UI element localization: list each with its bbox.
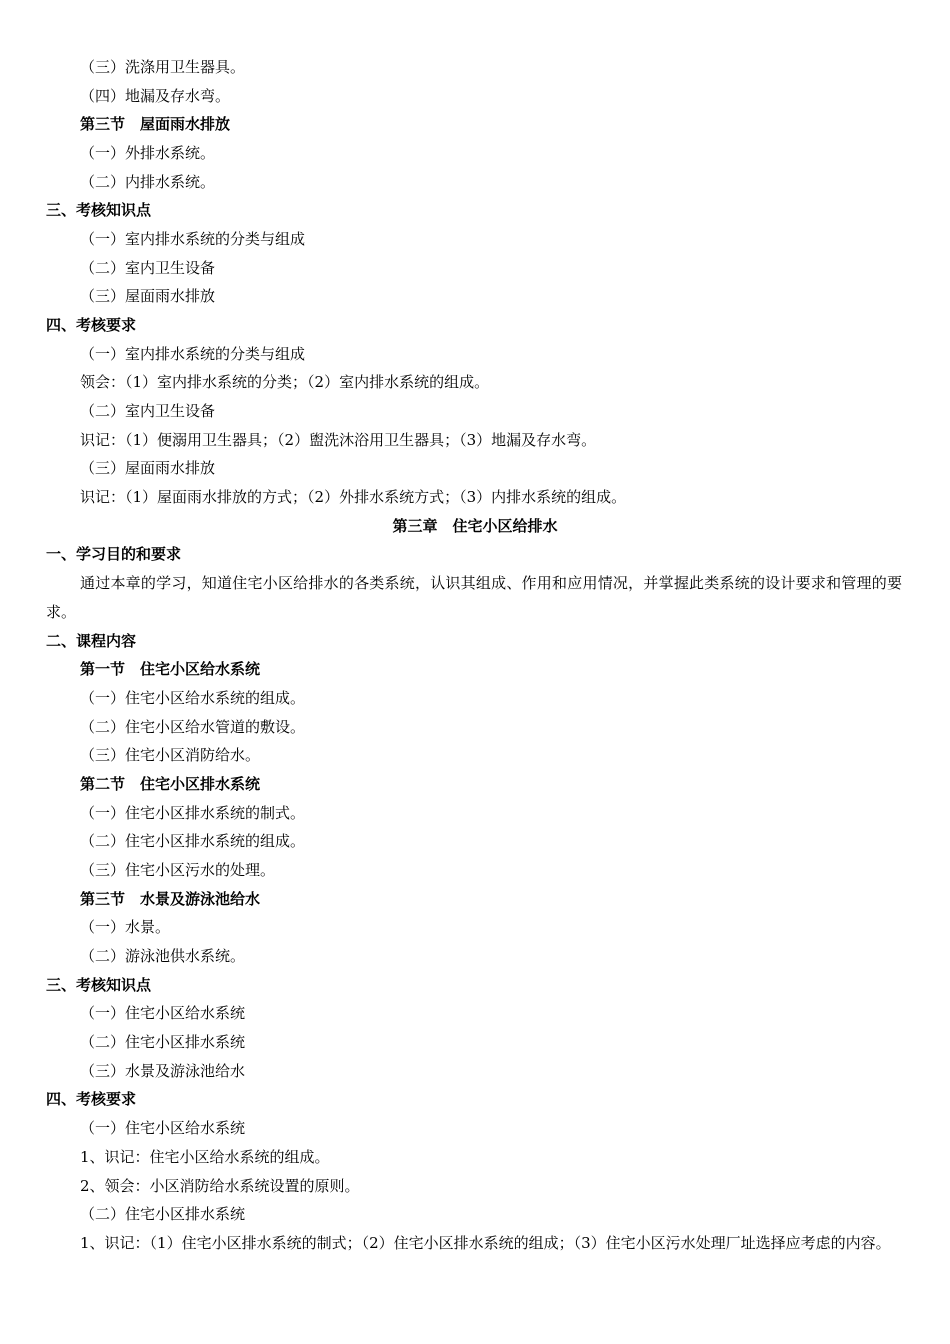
requirement-line: 1、识记：住宅小区给水系统的组成。 bbox=[80, 1148, 330, 1166]
item-line: （二）内排水系统。 bbox=[80, 173, 216, 191]
item-line: （二）室内卫生设备 bbox=[80, 402, 216, 420]
part-heading: 二、课程内容 bbox=[46, 632, 137, 650]
item-line: （二）住宅小区给水管道的敷设。 bbox=[80, 718, 306, 736]
item-line: （二）住宅小区排水系统 bbox=[80, 1205, 246, 1223]
item-line: （三）水景及游泳池给水 bbox=[80, 1062, 246, 1080]
requirement-line: 领会：（1）室内排水系统的分类；（2）室内排水系统的组成。 bbox=[80, 373, 490, 391]
item-line: （一）住宅小区给水系统 bbox=[80, 1119, 246, 1137]
part-heading: 四、考核要求 bbox=[46, 1090, 137, 1108]
item-line: （二）住宅小区排水系统的组成。 bbox=[80, 832, 306, 850]
item-line: （四）地漏及存水弯。 bbox=[80, 87, 231, 105]
part-heading: 一、学习目的和要求 bbox=[46, 545, 182, 563]
item-line: （一）住宅小区排水系统的制式。 bbox=[80, 804, 306, 822]
requirement-line: 2、领会：小区消防给水系统设置的原则。 bbox=[80, 1177, 360, 1195]
item-line: （三）住宅小区消防给水。 bbox=[80, 746, 261, 764]
chapter-title: 第三章 住宅小区给排水 bbox=[392, 517, 558, 535]
paragraph: 1、识记：（1）住宅小区排水系统的制式；（2）住宅小区排水系统的组成；（3）住宅小区污水处理厂址选择应考虑的内容。 bbox=[80, 1234, 891, 1252]
item-line: （一）室内排水系统的分类与组成 bbox=[80, 230, 306, 248]
item-line: （二）游泳池供水系统。 bbox=[80, 947, 246, 965]
part-heading: 三、考核知识点 bbox=[46, 201, 152, 219]
section-heading: 第二节 住宅小区排水系统 bbox=[80, 775, 261, 793]
part-heading: 三、考核知识点 bbox=[46, 976, 152, 994]
section-heading: 第三节 屋面雨水排放 bbox=[80, 115, 231, 133]
item-line: （三）洗涤用卫生器具。 bbox=[80, 58, 246, 76]
item-line: （三）住宅小区污水的处理。 bbox=[80, 861, 276, 879]
requirement-line: 识记：（1）便溺用卫生器具；（2）盥洗沐浴用卫生器具；（3）地漏及存水弯。 bbox=[80, 431, 597, 449]
item-line: （一）室内排水系统的分类与组成 bbox=[80, 345, 306, 363]
item-line: （三）屋面雨水排放 bbox=[80, 287, 216, 305]
item-line: （二）住宅小区排水系统 bbox=[80, 1033, 246, 1051]
item-line: （一）住宅小区给水系统的组成。 bbox=[80, 689, 306, 707]
part-heading: 四、考核要求 bbox=[46, 316, 137, 334]
item-line: （一）住宅小区给水系统 bbox=[80, 1004, 246, 1022]
requirement-line: 识记：（1）屋面雨水排放的方式；（2）外排水系统方式；（3）内排水系统的组成。 bbox=[80, 488, 627, 506]
item-line: （一）水景。 bbox=[80, 918, 171, 936]
section-heading: 第一节 住宅小区给水系统 bbox=[80, 660, 261, 678]
item-line: （二）室内卫生设备 bbox=[80, 259, 216, 277]
item-line: （三）屋面雨水排放 bbox=[80, 459, 216, 477]
paragraph: 通过本章的学习，知道住宅小区给排水的各类系统，认识其组成、作用和应用情况，并掌握此类系统的设计要求和管理的要求。 bbox=[46, 574, 902, 621]
item-line: （一）外排水系统。 bbox=[80, 144, 216, 162]
section-heading: 第三节 水景及游泳池给水 bbox=[80, 890, 261, 908]
